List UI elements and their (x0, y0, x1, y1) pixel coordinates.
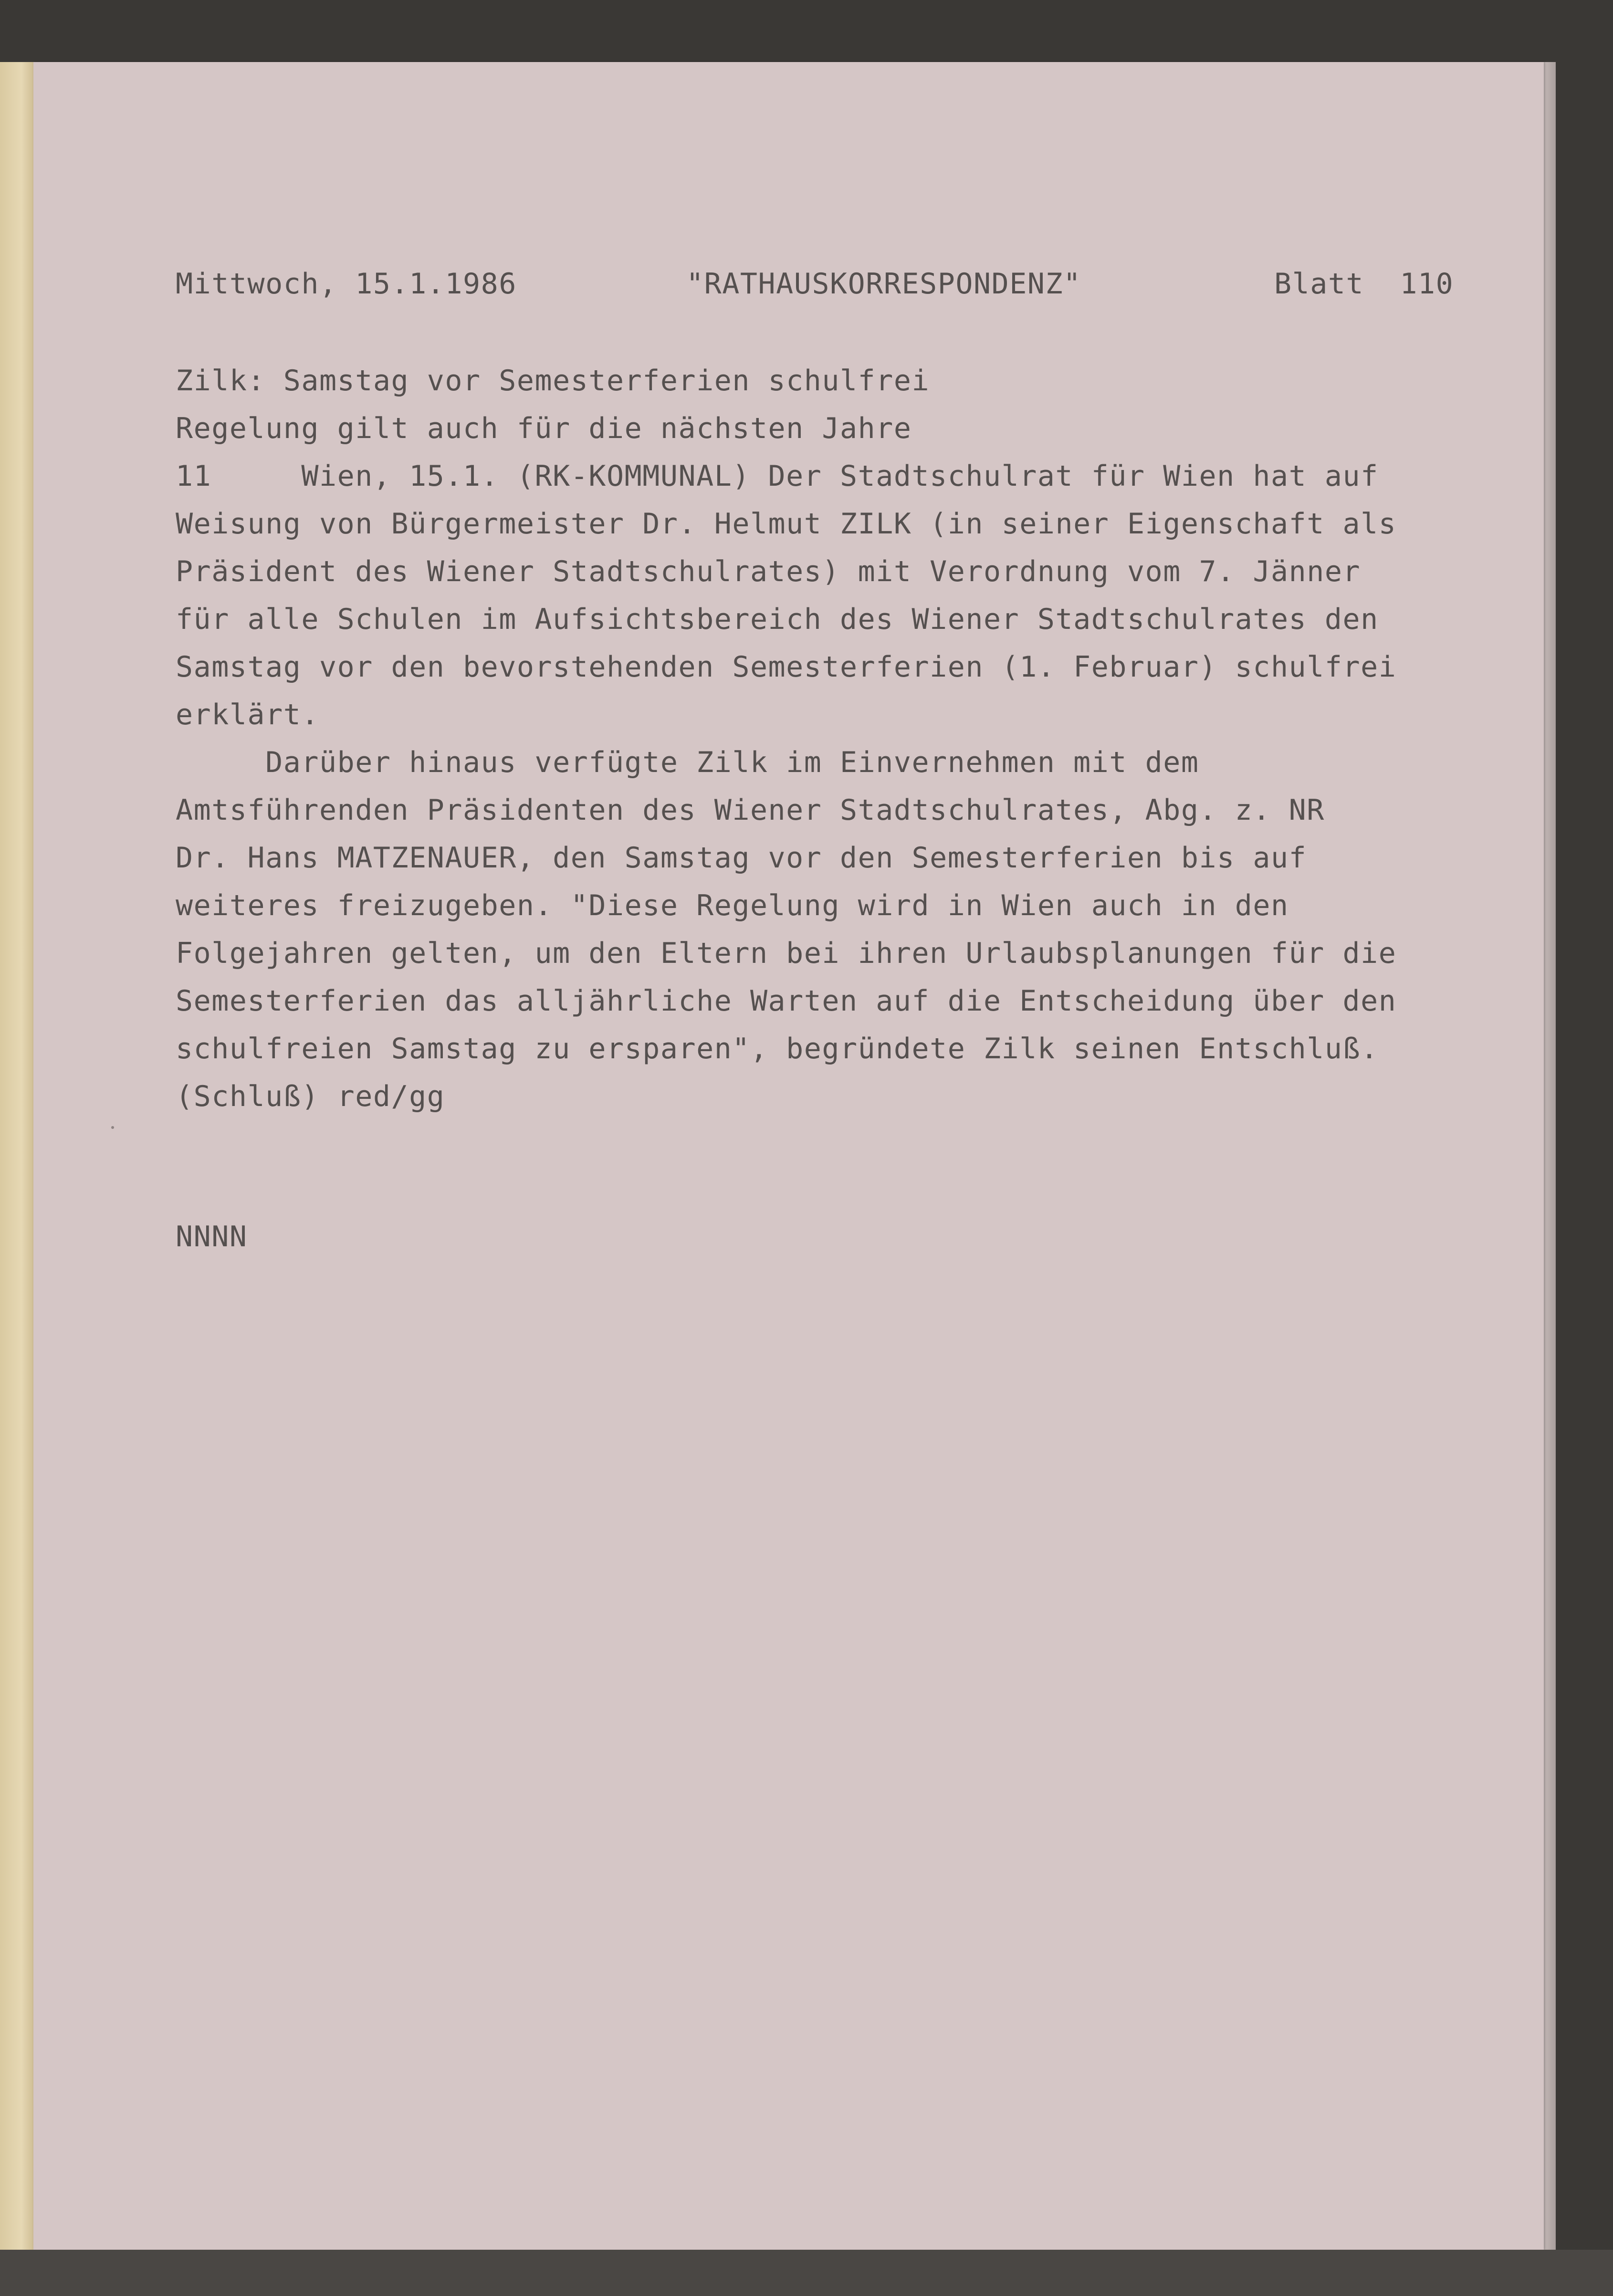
subheadline: Regelung gilt auch für die nächsten Jahre (176, 412, 912, 445)
paper-speck (111, 1126, 114, 1129)
end-marker: NNNN (176, 1220, 248, 1253)
closing-line: (Schluß) red/gg (176, 1080, 445, 1113)
body-line: für alle Schulen im Aufsichtsbereich des Wiener Stadtschulrates den (176, 603, 1379, 636)
background-band (0, 2250, 1613, 2296)
body-line: Präsident des Wiener Stadtschulrates) mit Verordnung vom 7. Jänner (176, 555, 1361, 588)
body-line: Samstag vor den bevorstehenden Semesterferien (1. Februar) schulfrei (176, 650, 1397, 684)
body-line: erklärt. (176, 698, 319, 731)
header-publication: "RATHAUSKORRESPONDENZ" (686, 267, 1081, 301)
body-line: Semesterferien das alljährliche Warten auf die Entscheidung über den (176, 984, 1397, 1018)
body-line: 11 Wien, 15.1. (RK-KOMMUNAL) Der Stadtschulrat für Wien hat auf (176, 459, 1379, 493)
body-line: Weisung von Bürgermeister Dr. Helmut ZILK (in seiner Eigenschaft als (176, 507, 1397, 541)
body-line: schulfreien Samstag zu ersparen", begründete Zilk seinen Entschluß. (176, 1032, 1379, 1065)
body-line: Folgejahren gelten, um den Eltern bei ihren Urlaubsplanungen für die (176, 937, 1397, 970)
body-line: weiteres freizugeben. "Diese Regelung wird in Wien auch in den (176, 889, 1289, 922)
header-sheet-number: Blatt 110 (1274, 267, 1454, 301)
body-line: Darüber hinaus verfügte Zilk im Einvernehmen mit dem (176, 746, 1199, 779)
body-line: Amtsführenden Präsidenten des Wiener Stadtschulrates, Abg. z. NR (176, 793, 1325, 827)
header-date: Mittwoch, 15.1.1986 (176, 267, 517, 301)
headline: Zilk: Samstag vor Semesterferien schulfrei (176, 364, 930, 397)
body-line: Dr. Hans MATZENAUER, den Samstag vor den Semesterferien bis auf (176, 841, 1307, 875)
left-page-edge (0, 62, 37, 2296)
